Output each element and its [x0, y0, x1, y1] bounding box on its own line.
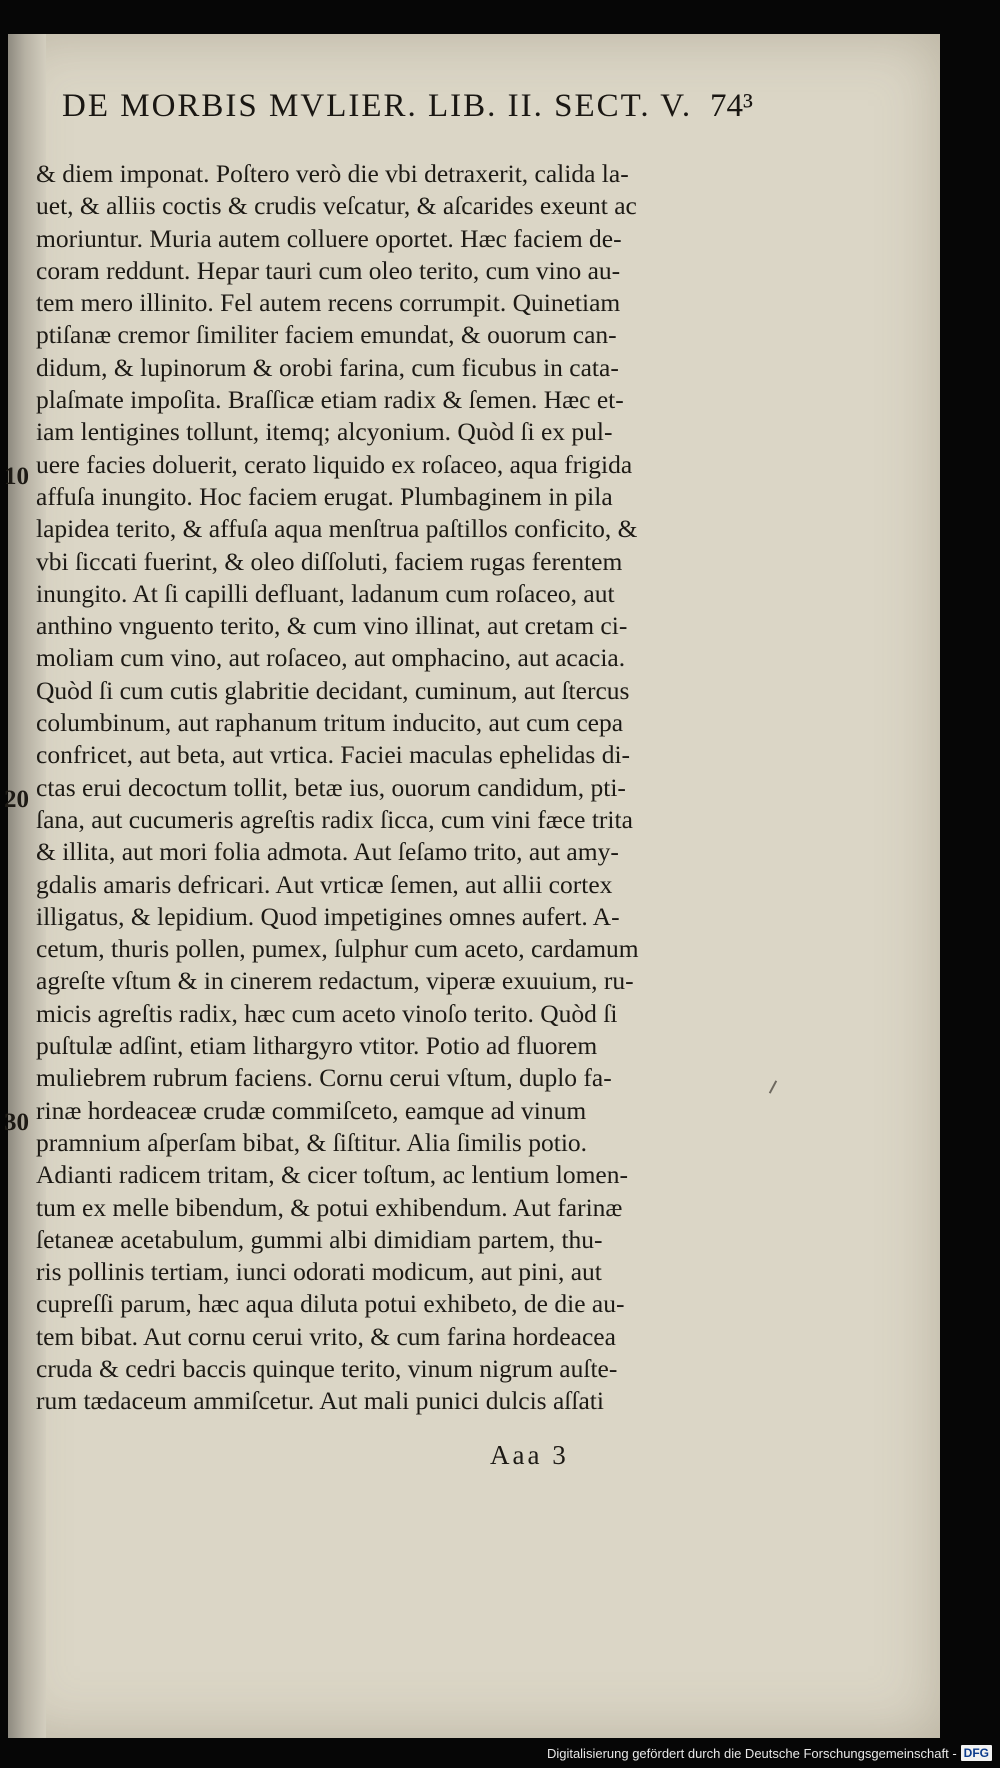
text-line: didum, & lupinorum & orobi farina, cum ficubus in cata- — [36, 352, 619, 382]
text-line: & illita, aut mori folia admota. Aut ſeſamo trito, aut amy- — [36, 837, 619, 867]
text-line: vbi ſiccati fuerint, & oleo diſſoluti, faciem rugas ferentem — [36, 546, 623, 576]
text-line: ris pollinis tertiam, iunci odorati modicum, aut pini, aut — [36, 1257, 602, 1287]
text-line: micis agreſtis radix, hæc cum aceto vinoſo terito. Quòd ſi — [36, 998, 618, 1028]
text-line: puſtulæ adſint, etiam lithargyro vtitor. Potio ad fluorem — [36, 1031, 598, 1061]
text-line: gdalis amaris defricari. Aut vrticæ ſemen, aut allii cortex — [36, 869, 613, 899]
credit-text: Digitalisierung gefördert durch die Deutsche Forschungsgemeinschaft - — [546, 1745, 957, 1761]
text-line: agreſte vſtum & in cinerem redactum, viperæ exuuium, ru- — [36, 966, 634, 996]
text-line: tum ex melle bibendum, & potui exhibendum. Aut farinæ — [36, 1192, 623, 1222]
dfg-logo: DFG — [961, 1745, 992, 1761]
text-line: muliebrem rubrum faciens. Cornu cerui vſtum, duplo fa- — [36, 1063, 612, 1093]
text-line: inungito. At ſi capilli defluant, ladanum cum roſaceo, aut — [36, 578, 615, 608]
running-title: DE MORBIS MVLIER. LIB. II. SECT. V. — [62, 88, 693, 124]
text-line: cruda & cedri baccis quinque terito, vinum nigrum auſte- — [36, 1353, 618, 1383]
body-text — [36, 158, 752, 1418]
text-line: lapidea terito, & affuſa aqua menſtrua paſtillos conficito, & — [36, 514, 638, 544]
text-line: confricet, aut beta, aut vrtica. Faciei maculas ephelidas di- — [36, 740, 631, 770]
text-line: iam lentigines tollunt, itemq; alcyonium. Quòd ſi ex pul- — [36, 417, 613, 447]
text-line: moriuntur. Muria autem colluere oportet. Hæc faciem de- — [36, 223, 622, 253]
text-line: ſana, aut cucumeris agreſtis radix ſicca, cum vini fæce trita — [36, 804, 633, 834]
text-line: plaſmate impoſita. Braſſicæ etiam radix & ſemen. Hæc et- — [36, 385, 624, 415]
text-line: Quòd ſi cum cutis glabritie decidant, cuminum, aut ſtercus — [36, 675, 630, 705]
text-line: uet, & alliis coctis & crudis veſcatur, & aſcarides exeunt ac — [36, 191, 637, 221]
margin-line-number-20: 20 — [4, 786, 29, 813]
text-line: moliam cum vino, aut roſaceo, aut omphacino, aut acacia. — [36, 643, 626, 673]
text-line: affuſa inungito. Hoc faciem erugat. Plumbaginem in pila — [36, 481, 613, 511]
digitization-credit — [547, 1742, 992, 1764]
signature-mark: Aaa 3 — [490, 1440, 569, 1470]
margin-line-number-30: 30 — [4, 1109, 29, 1136]
text-line: anthino vnguento terito, & cum vino illinat, aut cretam ci- — [36, 611, 628, 641]
margin-line-number-10: 10 — [4, 463, 29, 490]
text-line: Adianti radicem tritam, & cicer toſtum, ac lentium lomen- — [36, 1160, 628, 1190]
text-line: ctas erui decoctum tollit, betæ ius, ouorum candidum, pti- — [36, 772, 626, 802]
page-number: 74³ — [710, 88, 753, 124]
text-line: coram reddunt. Hepar tauri cum oleo terito, cum vino au- — [36, 255, 621, 285]
text-line: & diem imponat. Poſtero verò die vbi detraxerit, calida la- — [36, 159, 629, 188]
text-line: pramnium aſperſam bibat, & ſiſtitur. Alia ſimilis potio. — [36, 1127, 588, 1157]
text-line: uere facies doluerit, cerato liquido ex roſaceo, aqua frigida — [36, 449, 633, 479]
text-line: tem bibat. Aut cornu cerui vrito, & cum farina hordeacea — [36, 1321, 616, 1351]
text-line: rinæ hordeaceæ crudæ commiſceto, eamque ad vinum — [36, 1095, 587, 1125]
text-line: cupreſſi parum, hæc aqua diluta potui exhibeto, de die au- — [36, 1289, 625, 1319]
text-line: rum tædaceum ammiſcetur. Aut mali punici dulcis aſſati — [36, 1386, 604, 1416]
text-line: illigatus, & lepidium. Quod impetigines omnes aufert. A- — [36, 901, 620, 931]
text-line: ptiſanæ cremor ſimiliter faciem emundat, & ouorum can- — [36, 320, 617, 350]
text-line: tem mero illinito. Fel autem recens corrumpit. Quinetiam — [36, 288, 621, 318]
text-line: ſetaneæ acetabulum, gummi albi dimidiam partem, thu- — [36, 1224, 603, 1254]
text-line: columbinum, aut raphanum tritum inducito, aut cum cepa — [36, 708, 624, 738]
text-line: cetum, thuris pollen, pumex, ſulphur cum aceto, cardamum — [36, 934, 639, 964]
